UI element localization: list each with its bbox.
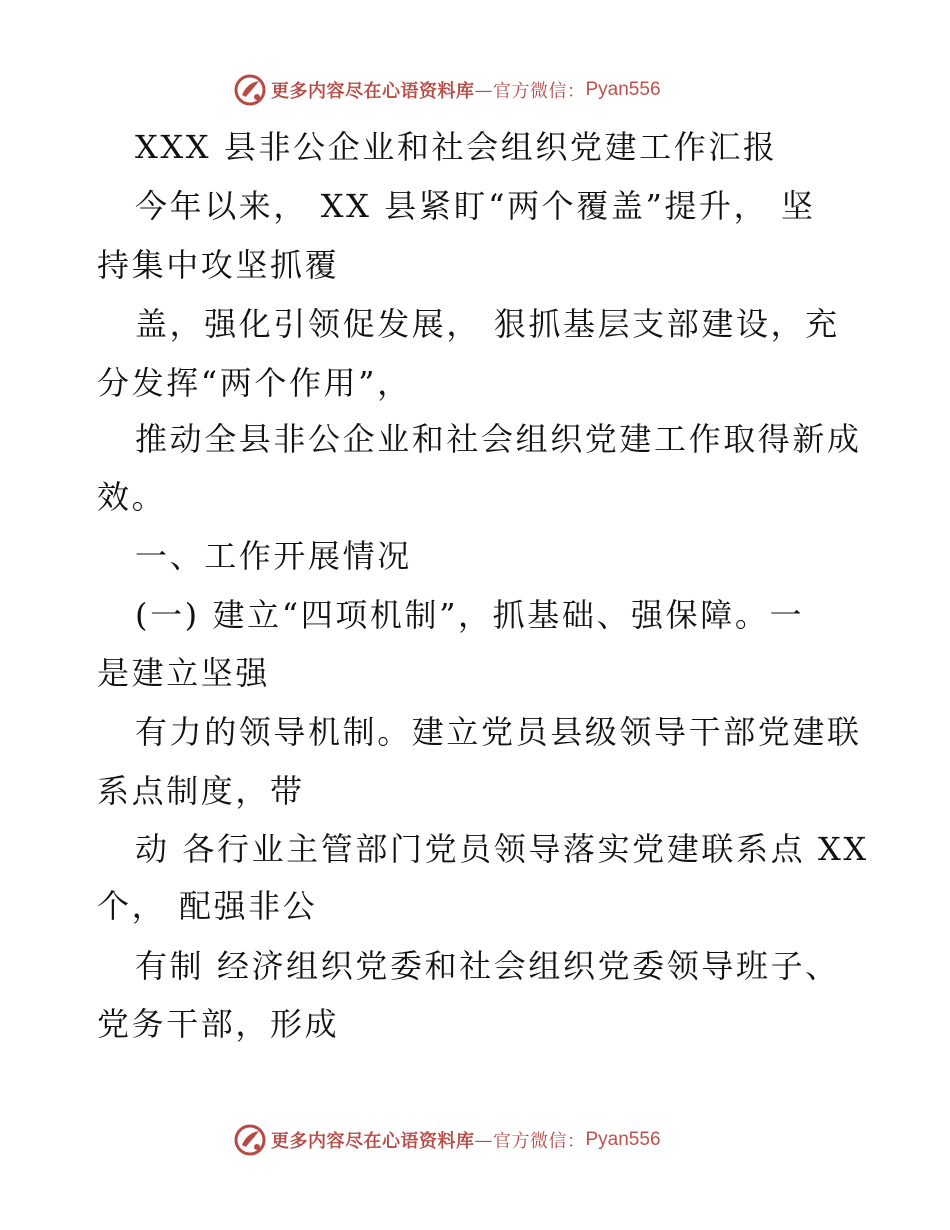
subsection-heading: (一) 建立“四项机制”，抓基础、强保障。一 <box>135 596 805 634</box>
paragraph-line: 分发挥“两个作用”， <box>97 364 412 402</box>
watermark-wechat-label: 官方微信： <box>493 81 586 102</box>
watermark-dash: — <box>474 1129 493 1151</box>
paragraph-line: 效。 <box>97 478 167 516</box>
paragraph-line: 盖，强化引领促发展， 狠抓基层支部建设，充 <box>135 305 840 343</box>
watermark-wechat-id: Pyan556 <box>585 1129 661 1150</box>
paragraph-line: 系点制度，带 <box>97 772 305 810</box>
watermark-wechat-id: Pyan556 <box>585 79 661 100</box>
paragraph-line: 动 各行业主管部门党员领导落实党建联系点 XX <box>135 830 869 868</box>
watermark-dash: — <box>474 79 493 101</box>
paragraph-line: 持集中攻坚抓覆 <box>97 246 340 284</box>
document-title: XXX 县非公企业和社会组织党建工作汇报 <box>135 128 778 166</box>
seal-logo-icon <box>233 1123 267 1157</box>
watermark-brand: 更多内容尽在心语资料库 <box>271 81 475 102</box>
paragraph-line: 党务干部，形成 <box>97 1005 340 1043</box>
paragraph-line: 是建立坚强 <box>97 654 271 692</box>
paragraph-line: 推动全县非公企业和社会组织党建工作取得新成 <box>135 420 862 458</box>
section-heading: 一、工作开展情况 <box>135 537 412 575</box>
watermark-brand: 更多内容尽在心语资料库 <box>271 1131 475 1152</box>
seal-logo-icon <box>233 73 267 107</box>
paragraph-line: 有力的领导机制。建立党员县级领导干部党建联 <box>135 713 862 751</box>
watermark-banner-top <box>233 70 661 110</box>
watermark-wechat-label: 官方微信： <box>493 1131 586 1152</box>
paragraph-line: 个， 配强非公 <box>97 887 318 925</box>
paragraph-line: 今年以来， XX 县紧盯“两个覆盖”提升， 坚 <box>135 187 816 225</box>
watermark-banner-bottom <box>233 1120 661 1160</box>
paragraph-line: 有制 经济组织党委和社会组织党委领导班子、 <box>135 947 840 985</box>
